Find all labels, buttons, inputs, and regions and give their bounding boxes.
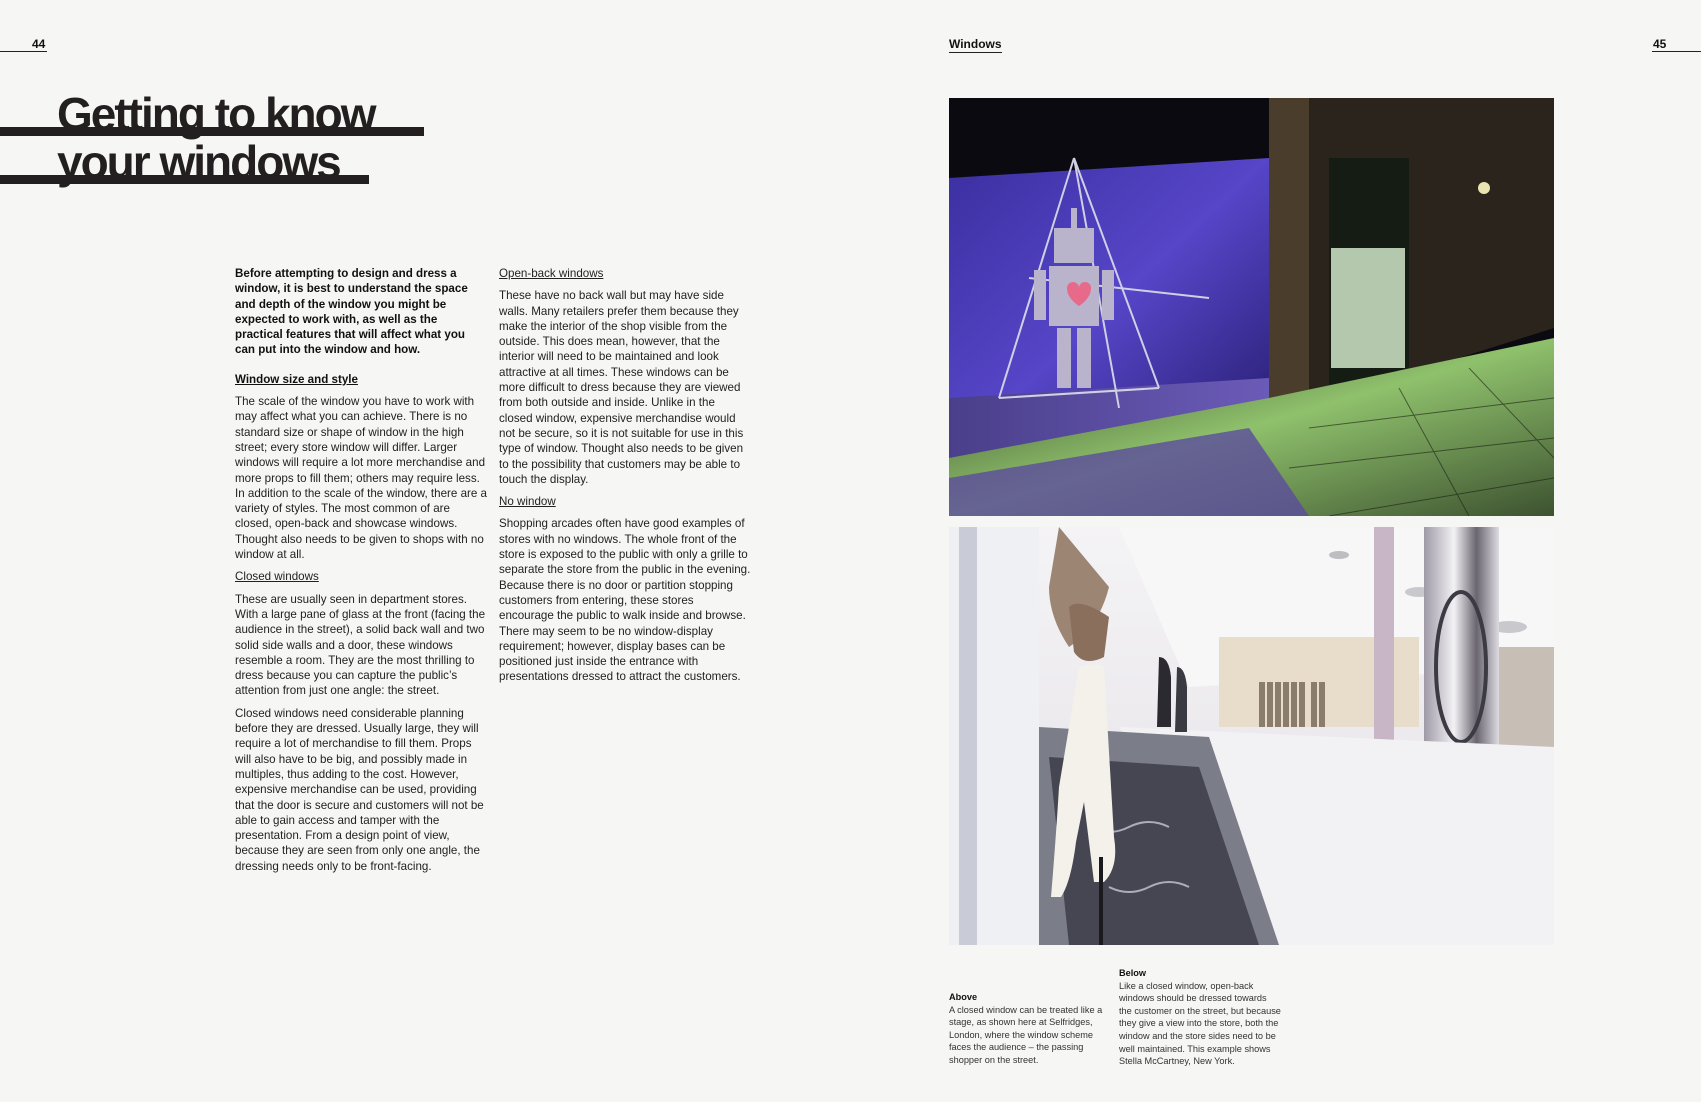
paragraph-window-size: The scale of the window you have to work with may affect what you can achieve. There is no standard size or shape of window in the high street; every store window will differ. Larger windows will require a lot more merchandise and more props to fill them; others may require less. In addition to the scale of the window, there are a variety of styles. The most common of are closed, open-back and showcase windows. Thought also needs to be given to shops with no window at all. <box>235 395 488 562</box>
stella-mccartney-store-photo <box>949 527 1554 945</box>
caption-below-text: Like a closed window, open-back windows should be dressed towards the customer on the street, but because they give a view into the store, both the window and the store sides need to be well maintained. This example shows Stella McCartney, New York. <box>1119 980 1281 1067</box>
left-header-rule <box>0 51 47 52</box>
caption-above-text: A closed window can be treated like a stage, as shown here at Selfridges, London, where the window scheme faces the audience – the passing shopper on the street. <box>949 1004 1103 1065</box>
caption-below <box>1119 967 1281 1068</box>
paragraph-closed-windows-2: Closed windows need considerable planning before they are dressed. Usually large, they will require a lot of merchandise to fill them. Props will also have to be big, and possibly made in multiples, thus adding to the cost. However, expensive merchandise can be used, providing that the door is secure and customers will not be able to gain access and tamper with the presentation. From a design point of view, because they are seen from only one angle, the dressing needs only to be front-facing. <box>235 706 484 873</box>
right-page-number: 45 <box>1653 37 1667 51</box>
paragraph-open-back: These have no back wall but may have side walls. Many retailers prefer them because they make the interior of the shop visible from the outside. This does mean, however, that the interior will need to be maintained and look attractive at all times. These windows can be more difficult to dress because they are viewed from both outside and inside. Unlike in the closed window, expensive merchandise would not be secure, so it is not suitable for use in this type of window. Thought also needs to be given to the possibility that customers may be able to touch the display. <box>499 289 744 486</box>
section-title: Windows <box>949 37 1002 51</box>
right-header-rule <box>1652 51 1701 52</box>
heading-window-size: Window size and style <box>235 372 358 386</box>
title-text-line-2: your windows <box>57 136 340 188</box>
caption-above-title: Above <box>949 992 978 1002</box>
heading-open-back: Open-back windows <box>499 267 604 280</box>
intro-paragraph: Before attempting to design and dress a window, it is best to understand the space and depth of the window you might be expected to work with, as well as the practical features that will affect what you can put into the window and how. <box>235 267 468 357</box>
paragraph-no-window: Shopping arcades often have good examples of stores with no windows. The whole front of the store is exposed to the public with only a grille to separate the store from the public in the evening. Because there is no door or partition stopping customers from entering, these stores encourage the public to walk inside and browse. There may seem to be no window-display requirement; however, display bases can be positioned just inside the entrance with presentations dressed to attract the customers. <box>499 517 751 684</box>
paragraph-closed-windows-1: These are usually seen in department stores. With a large pane of glass at the front (facing the audience in the street), a solid back wall and two solid side walls and a door, these windows resemble a room. They are the most thrilling to dress because you can capture the public’s attention from just one angle: the street. <box>235 592 486 698</box>
heading-closed-windows: Closed windows <box>235 570 319 584</box>
heading-no-window: No window <box>499 495 556 509</box>
text-column-right <box>499 266 751 692</box>
caption-above <box>949 991 1111 1067</box>
caption-below-title: Below <box>1119 968 1147 978</box>
left-page-number: 44 <box>32 37 46 51</box>
selfridges-window-photo <box>949 98 1554 516</box>
title-text-line-1: Getting to know <box>57 88 375 140</box>
text-column-left <box>235 266 487 881</box>
